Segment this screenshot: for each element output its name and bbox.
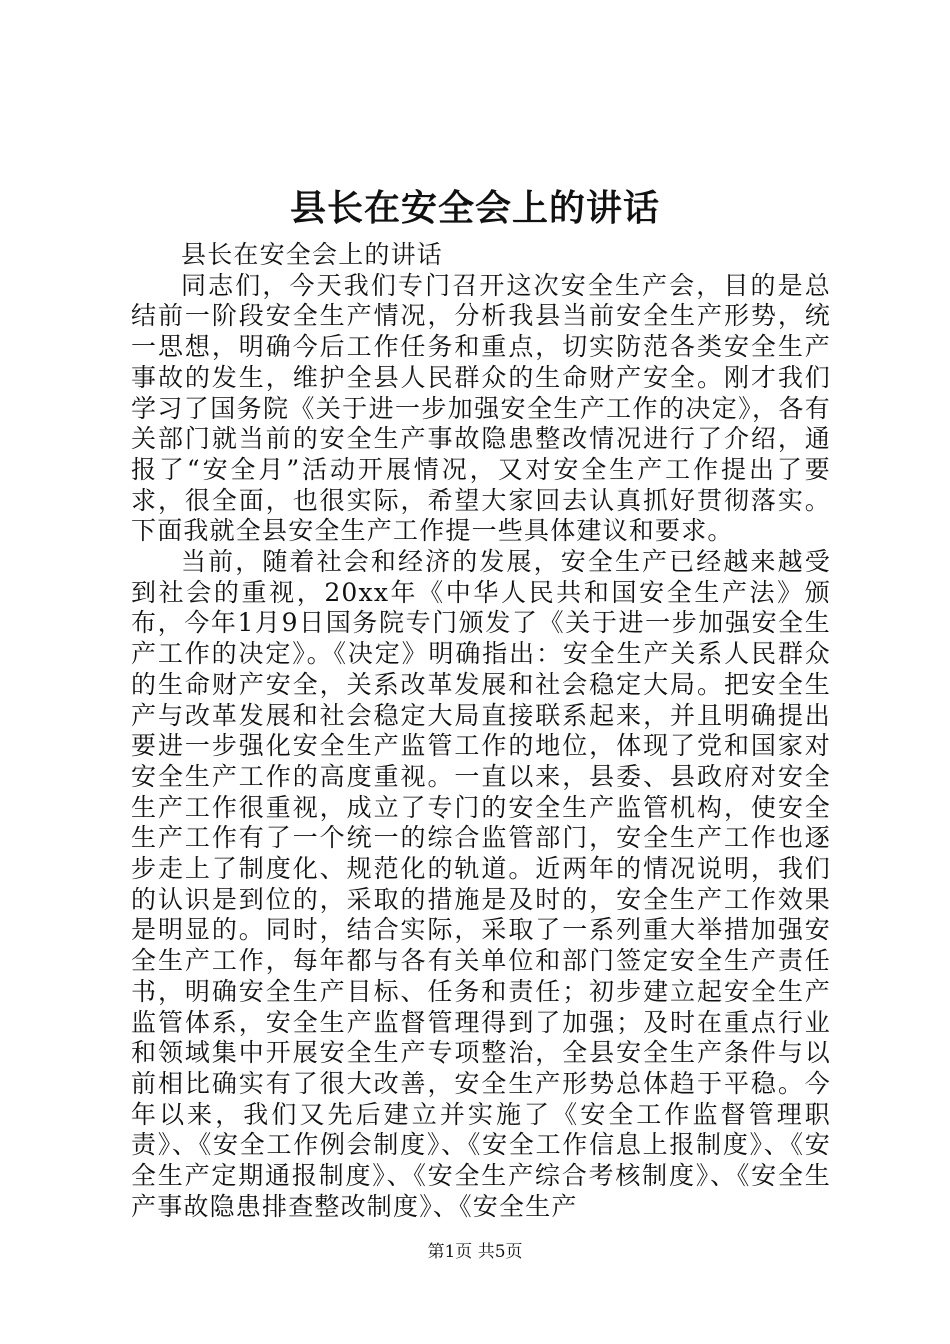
body-paragraph: 同志们，今天我们专门召开这次安全生产会，目的是总结前一阶段安全生产情况，分析我县当前安全生产形势，统一思想，明确今后工作任务和重点，切实防范各类安全生产事故的发生，维护全县人民群众的生命财产安全。刚才我们学习了国务院《关于进一步加强安全生产工作的决定》，各有关部门就当前的安全生产事故隐患整改情况进行了介绍，通报了“安全月”活动开展情况，又对安全生产工作提出了要求，很全面，也很实际，希望大家回去认真抓好贯彻落实。下面我就全县安全生产工作提一些具体建议和要求。 — [131, 270, 831, 546]
body-paragraph: 当前，随着社会和经济的发展，安全生产已经越来越受到社会的重视，20xx年《中华人民共和国安全生产法》颁布，今年1月9日国务院专门颁发了《关于进一步加强安全生产工作的决定》。《决定》明确指出：安全生产关系人民群众的生命财产安全，关系改革发展和社会稳定大局。把安全生产与改革发展和社会稳定大局直接联系起来，并且明确提出要进一步强化安全生产监管工作的地位，体现了党和国家对安全生产工作的高度重视。一直以来，县委、县政府对安全生产工作很重视，成立了专门的安全生产监管机构，使安全生产工作有了一个统一的综合监管部门，安全生产工作也逐步走上了制度化、规范化的轨道。近两年的情况说明，我们的认识是到位的，采取的措施是及时的，安全生产工作效果是明显的。同时，结合实际，采取了一系列重大举措加强安全生产工作，每年都与各有关单位和部门签定安全生产责任书，明确安全生产目标、任务和责任；初步建立起安全生产监管体系，安全生产监督管理得到了加强；及时在重点行业和领域集中开展安全生产专项整治，全县安全生产条件与以前相比确实有了很大改善，安全生产形势总体趋于平稳。今年以来，我们又先后建立并实施了《安全工作监督管理职责》、《安全工作例会制度》、《安全工作信息上报制度》、《安全生产定期通报制度》、《安全生产综合考核制度》、《安全生产事故隐患排查整改制度》、《安全生产 — [131, 547, 831, 1221]
page-number-footer: 第1页 共5页 — [427, 1242, 523, 1262]
document-title: 县长在安全会上的讲话 — [289, 187, 660, 229]
document-body — [131, 240, 831, 1223]
subtitle-paragraph: 县长在安全会上的讲话 — [181, 240, 444, 269]
